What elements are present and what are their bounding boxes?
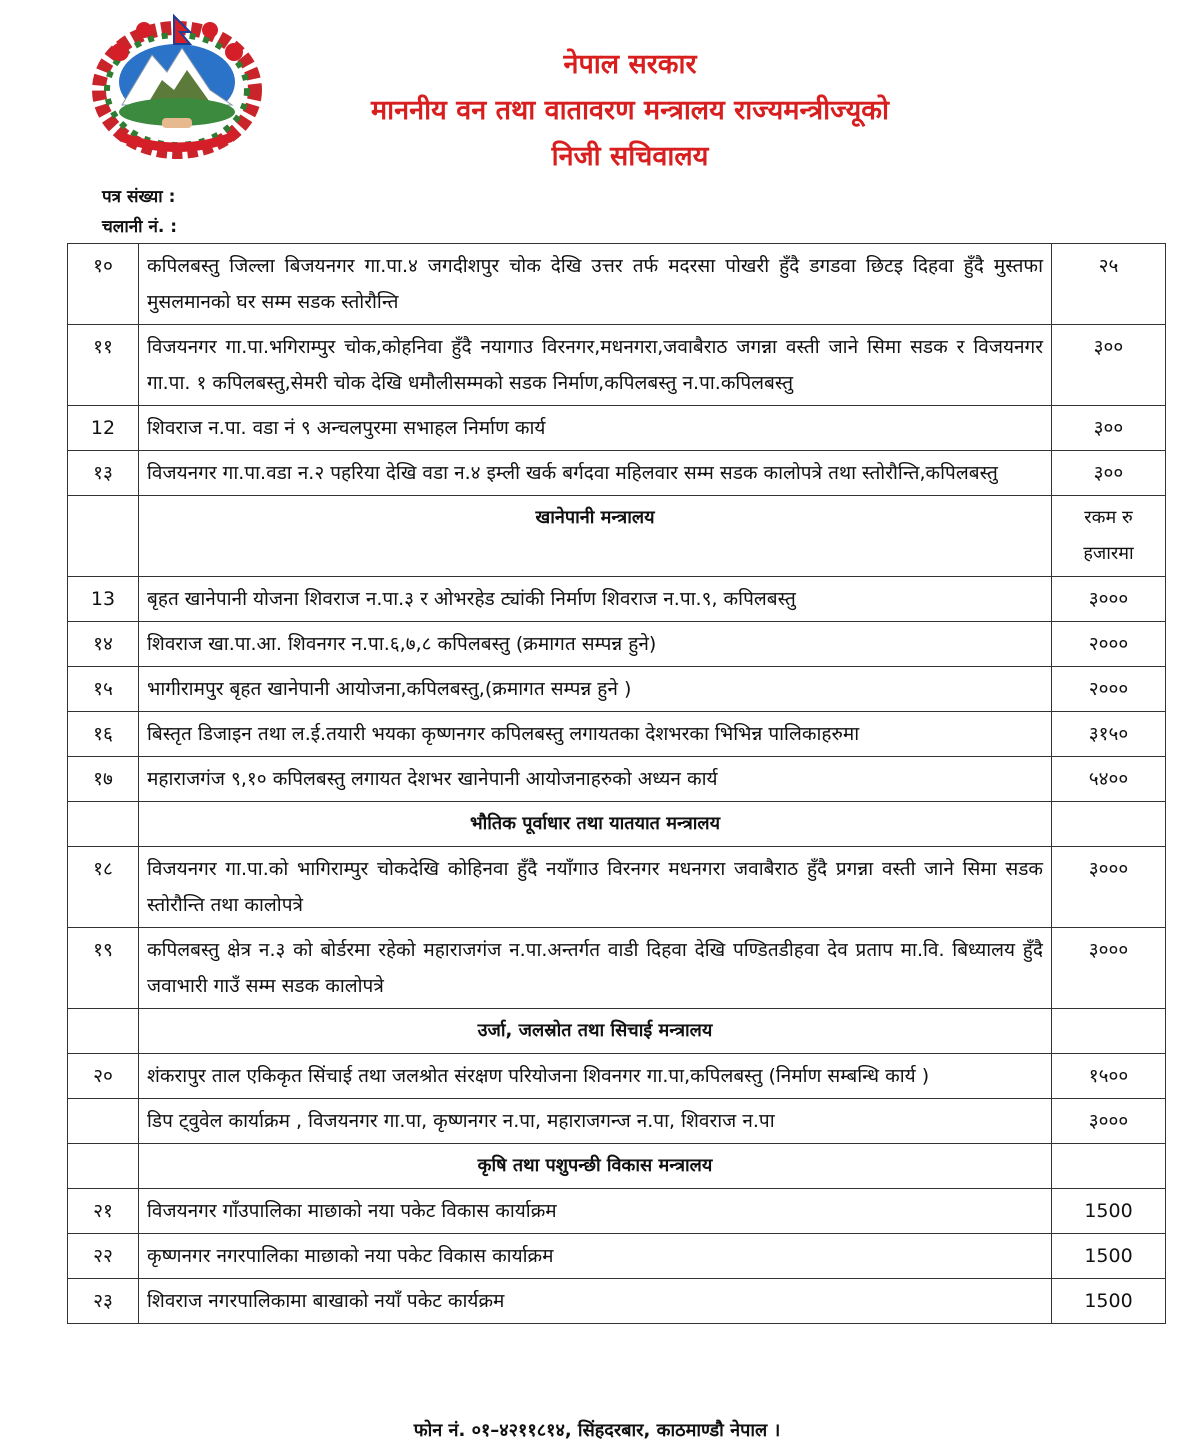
serial-number: १०	[68, 244, 139, 325]
table-row	[68, 847, 1166, 928]
amount-cell	[1052, 1009, 1166, 1054]
table-row	[68, 757, 1166, 802]
budget-amount: ३०००	[1052, 847, 1166, 928]
amount-unit-label: रकम रु	[1084, 507, 1133, 528]
project-description: कपिलबस्तु क्षेत्र न.३ को बोर्डरमा रहेको महाराजगंज न.पा.अन्तर्गत वाडी दिहवा देखि पण्डितडीहवा देव प्रताप मा.वि. बिध्यालय हुँदै जवाभारी गाउँ सम्म सडक कालोपत्रे	[139, 928, 1052, 1009]
project-description: कृष्णनगर नगरपालिका माछाको नया पकेट विकास कार्याक्रम	[139, 1234, 1052, 1279]
table-row	[68, 1234, 1166, 1279]
table-section-heading-row	[68, 1144, 1166, 1189]
serial-number: १५	[68, 667, 139, 712]
section-heading: कृषि तथा पशुपन्छी विकास मन्त्रालय	[139, 1144, 1052, 1189]
serial-number: १३	[68, 451, 139, 496]
budget-amount: २०००	[1052, 667, 1166, 712]
project-description: शिवराज न.पा. वडा नं ९ अन्चलपुरमा सभाहल निर्माण कार्य	[139, 406, 1052, 451]
project-description: शिवराज नगरपालिकामा बाखाको नयाँ पकेट कार्यक्रम	[139, 1279, 1052, 1324]
serial-cell	[68, 496, 139, 577]
table-row	[68, 577, 1166, 622]
table-row	[68, 1189, 1166, 1234]
budget-amount: २०००	[1052, 622, 1166, 667]
budget-amount: ३००	[1052, 451, 1166, 496]
project-description: महाराजगंज ९,१० कपिलबस्तु लगायत देशभर खानेपानी आयोजनाहरुको अध्यन कार्य	[139, 757, 1052, 802]
budget-amount: ३०००	[1052, 928, 1166, 1009]
table-section-heading-row	[68, 802, 1166, 847]
amount-cell	[1052, 802, 1166, 847]
serial-cell	[68, 1009, 139, 1054]
serial-number: २२	[68, 1234, 139, 1279]
serial-number: १८	[68, 847, 139, 928]
budget-amount: ३००	[1052, 406, 1166, 451]
nepal-government-emblem-icon	[92, 10, 262, 160]
project-description: बिस्तृत डिजाइन तथा ल.ई.तयारी भयका कृष्णनगर कपिलबस्तु लगायतका देशभरका भिभिन्न पालिकाहरुमा	[139, 712, 1052, 757]
project-description: विजयनगर गा.पा.भगिराम्पुर चोक,कोहनिवा हुँदै नयागाउ विरनगर,मधनगरा,जवाबैराठ जगन्ना वस्ती जाने सिमा सडक र विजयनगर गा.पा. १ कपिलबस्तु,सेमरी चोक देखि धमौलीसम्मको सडक निर्माण,कपिलबस्तु न.पा.कपिलबस्तु	[139, 325, 1052, 406]
footer-contact: फोन नं. ०१–४२११८१४, सिंहदरबार, काठमाण्डौ नेपाल ।	[413, 1420, 781, 1441]
table-row	[68, 1279, 1166, 1324]
project-description: शिवराज खा.पा.आ. शिवनगर न.पा.६,७,८ कपिलबस्तु (क्रमागत सम्पन्न हुने)	[139, 622, 1052, 667]
header-secretariat-title: निजी सचिवालय	[551, 141, 709, 172]
budget-amount: ३००	[1052, 325, 1166, 406]
dispatch-number-label: चलानी नं. :	[102, 217, 178, 237]
project-description: विजयनगर गाँउपालिका माछाको नया पकेट विकास कार्याक्रम	[139, 1189, 1052, 1234]
section-heading: उर्जा, जलस्रोत तथा सिचाई मन्त्रालय	[139, 1009, 1052, 1054]
amount-cell	[1052, 496, 1166, 577]
project-description: विजयनगर गा.पा.को भागिराम्पुर चोकदेखि कोहिनवा हुँदै नयाँगाउ विरनगर मधनगरा जवाबैराठ हुँदै प्रगन्ना वस्ती जाने सिमा सडक स्तोरौन्ति तथा कालोपत्रे	[139, 847, 1052, 928]
budget-amount: ५४००	[1052, 757, 1166, 802]
section-heading: खानेपानी मन्त्रालय	[139, 496, 1052, 577]
budget-amount: 1500	[1052, 1189, 1166, 1234]
table-row	[68, 406, 1166, 451]
serial-number: 12	[68, 406, 139, 451]
budget-amount: 1500	[1052, 1279, 1166, 1324]
serial-number: १७	[68, 757, 139, 802]
budget-amount: १५००	[1052, 1054, 1166, 1099]
serial-number: १४	[68, 622, 139, 667]
amount-cell	[1052, 1144, 1166, 1189]
section-heading: भौतिक पूर्वाधार तथा यातयात मन्त्रालय	[139, 802, 1052, 847]
serial-number: 13	[68, 577, 139, 622]
table-row	[68, 244, 1166, 325]
project-description: भागीरामपुर बृहत खानेपानी आयोजना,कपिलबस्तु,(क्रमागत सम्पन्न हुने )	[139, 667, 1052, 712]
project-description: डिप ट्वुवेल कार्याक्रम , विजयनगर गा.पा, कृष्णनगर न.पा, महाराजगन्ज न.पा, शिवराज न.पा	[139, 1099, 1052, 1144]
table-section-heading-row	[68, 1009, 1166, 1054]
project-description: कपिलबस्तु जिल्ला बिजयनगर गा.पा.४ जगदीशपुर चोक देखि उत्तर तर्फ मदरसा पोखरी हुँदै डगडवा छिटइ दिहवा हुँदै मुस्तफा मुसलमानको घर सम्म सडक स्तोरौन्ति	[139, 244, 1052, 325]
table-row	[68, 451, 1166, 496]
budget-amount: ३१५०	[1052, 712, 1166, 757]
budget-amount: २५	[1052, 244, 1166, 325]
table-row	[68, 667, 1166, 712]
project-description: विजयनगर गा.पा.वडा न.२ पहरिया देखि वडा न.४ इम्ली खर्क बर्गदवा महिलवार सम्म सडक कालोपत्रे तथा स्तोरौन्ति,कपिलबस्तु	[139, 451, 1052, 496]
serial-number: १६	[68, 712, 139, 757]
table-row	[68, 325, 1166, 406]
budget-amount: 1500	[1052, 1234, 1166, 1279]
budget-amount: ३०००	[1052, 577, 1166, 622]
letter-number-label: पत्र संख्या :	[102, 187, 176, 207]
table-row	[68, 928, 1166, 1009]
serial-number: १९	[68, 928, 139, 1009]
table-row	[68, 712, 1166, 757]
table-section-heading-row	[68, 496, 1166, 577]
table-row	[68, 1054, 1166, 1099]
header-government-title: नेपाल सरकार	[563, 49, 697, 80]
serial-number: २१	[68, 1189, 139, 1234]
serial-number: २०	[68, 1054, 139, 1099]
serial-number: २३	[68, 1279, 139, 1324]
project-description: शंकरापुर ताल एकिकृत सिंचाई तथा जलश्रोत संरक्षण परियोजना शिवनगर गा.पा,कपिलबस्तु (निर्माण सम्बन्धि कार्य )	[139, 1054, 1052, 1099]
amount-unit-label: हजारमा	[1083, 543, 1134, 564]
table-row	[68, 622, 1166, 667]
table-row	[68, 1099, 1166, 1144]
project-description: बृहत खानेपानी योजना शिवराज न.पा.३ र ओभरहेड ट्यांकी निर्माण शिवराज न.पा.९, कपिलबस्तु	[139, 577, 1052, 622]
serial-cell	[68, 802, 139, 847]
serial-cell	[68, 1144, 139, 1189]
serial-number: ११	[68, 325, 139, 406]
budget-amount: ३०००	[1052, 1099, 1166, 1144]
serial-number	[68, 1099, 139, 1144]
header-ministry-title: माननीय वन तथा वातावरण मन्त्रालय राज्यमन्त्रीज्यूको	[371, 95, 889, 126]
budget-table	[67, 243, 1166, 1324]
